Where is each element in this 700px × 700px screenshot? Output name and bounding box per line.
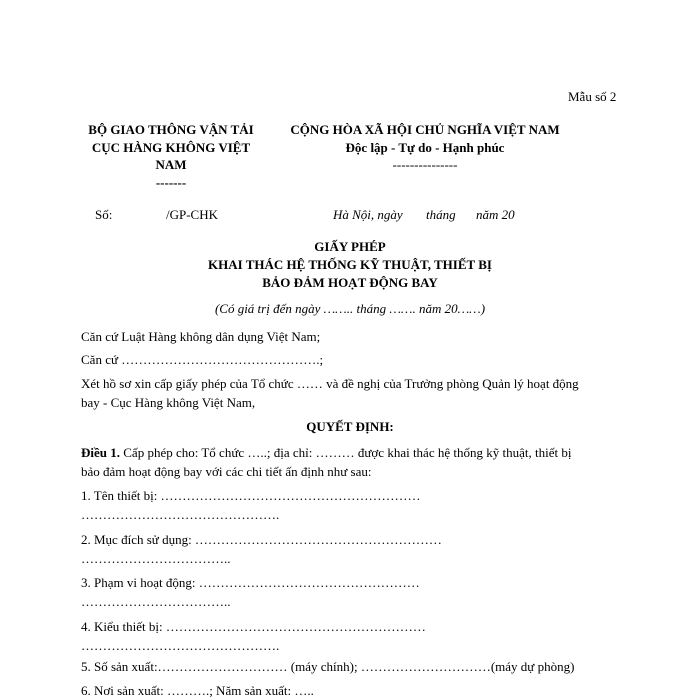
issuing-authority bbox=[66, 121, 276, 191]
national-motto bbox=[272, 121, 578, 174]
document-number-label: Số: bbox=[95, 207, 113, 222]
document-number-code: /GP-CHK bbox=[166, 207, 219, 222]
authority-line-1: BỘ GIAO THÔNG VẬN TẢI bbox=[88, 122, 254, 137]
consideration-line-2: bay - Cục Hàng không Việt Nam, bbox=[81, 395, 256, 410]
item-5-serial-number: 5. Số sản xuất:………………………… (máy chính); …………………………(máy dự phòng) bbox=[81, 659, 575, 674]
article-1-line-1 bbox=[81, 446, 571, 461]
motto: Độc lập - Tự do - Hạnh phúc bbox=[345, 139, 505, 155]
item-3-scope: 3. Phạm vi hoạt động: …………………………………………… bbox=[81, 575, 420, 590]
place-date: Hà Nội, ngày bbox=[333, 207, 403, 222]
country-name: CỘNG HÒA XÃ HỘI CHỦ NGHĨA VIỆT NAM bbox=[290, 122, 560, 137]
item-1-equipment-name: 1. Tên thiết bị: …………………………………………………… bbox=[81, 488, 421, 503]
item-4-continuation: ………………………………………. bbox=[81, 638, 280, 653]
authority-line-2: CỤC HÀNG KHÔNG VIỆT bbox=[91, 139, 251, 155]
article-1-line-2: bảo đảm hoạt động bay với các chi tiết ấn định như sau: bbox=[81, 464, 372, 479]
item-3-continuation: …………………………….. bbox=[81, 594, 231, 609]
legal-basis-2: Căn cứ ……………………………………….; bbox=[81, 352, 324, 367]
form-number: Mẫu số 2 bbox=[568, 89, 617, 104]
decision-heading: QUYẾT ĐỊNH: bbox=[306, 419, 394, 434]
item-1-continuation: ………………………………………. bbox=[81, 507, 280, 522]
validity-period: (Có giá trị đến ngày …….. tháng ……. năm 20……) bbox=[214, 301, 486, 316]
item-2-purpose: 2. Mục đích sử dụng: ………………………………………………… bbox=[81, 532, 442, 547]
legal-basis-1: Căn cứ Luật Hàng không dân dụng Việt Nam; bbox=[81, 329, 321, 344]
authority-divider: ------- bbox=[155, 174, 187, 190]
document-title-line-2: KHAI THÁC HỆ THỐNG KỸ THUẬT, THIẾT BỊ bbox=[208, 257, 492, 272]
item-6-origin: 6. Nơi sản xuất: ……….; Năm sản xuất: ….. bbox=[81, 683, 314, 698]
motto-divider: --------------- bbox=[392, 157, 458, 173]
date-month: tháng bbox=[426, 207, 456, 222]
item-2-continuation: …………………………….. bbox=[81, 551, 231, 566]
article-1-label: Điều 1. bbox=[81, 445, 120, 460]
document-title: GIẤY PHÉP bbox=[314, 239, 386, 254]
consideration-line-1: Xét hồ sơ xin cấp giấy phép của Tổ chức …… và đề nghị của Trưởng phòng Quản lý hoạt động bbox=[81, 376, 579, 391]
authority-line-3: NAM bbox=[155, 157, 187, 173]
date-year: năm 20 bbox=[476, 207, 515, 222]
document-title-line-3: BẢO ĐẢM HOẠT ĐỘNG BAY bbox=[262, 275, 438, 290]
item-4-equipment-type: 4. Kiểu thiết bị: …………………………………………………… bbox=[81, 619, 426, 634]
article-1-text: Cấp phép cho: Tổ chức …..; địa chỉ: ……… được khai thác hệ thống kỹ thuật, thiết bị bbox=[120, 445, 572, 460]
